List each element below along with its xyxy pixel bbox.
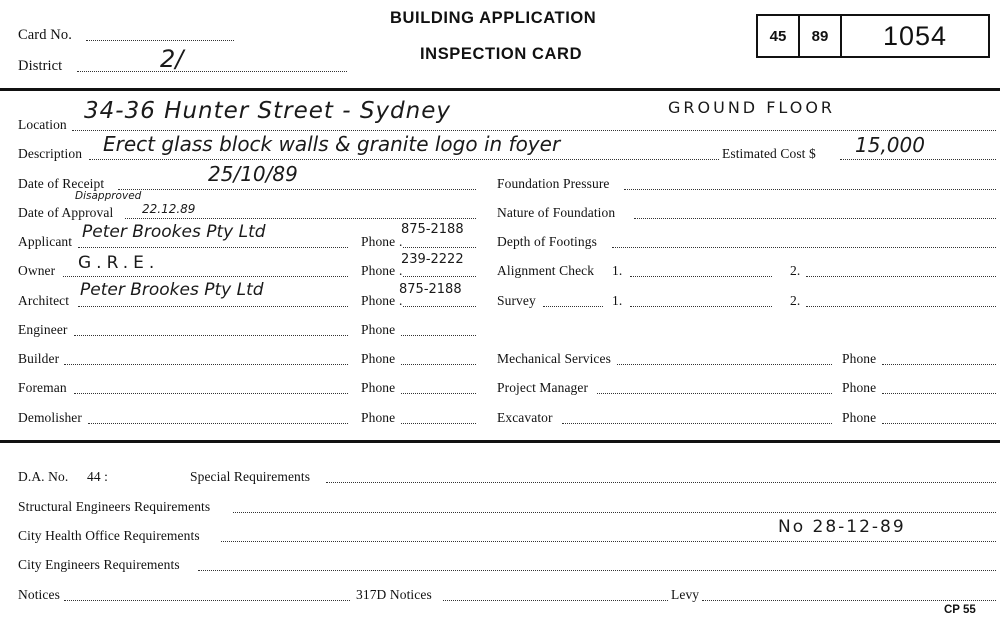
survey-one-field[interactable] bbox=[630, 306, 772, 307]
foreman-field[interactable] bbox=[74, 393, 348, 394]
engineer-field[interactable] bbox=[74, 335, 348, 336]
alignment-check-one-label: 1. bbox=[612, 263, 623, 278]
owner-field[interactable] bbox=[63, 276, 348, 277]
date-of-receipt-field[interactable] bbox=[118, 189, 476, 190]
applicant-phone-field[interactable] bbox=[403, 247, 476, 248]
structural-requirements-field[interactable] bbox=[233, 512, 996, 513]
health-requirements-label: City Health Office Requirements bbox=[18, 528, 200, 543]
builder-phone-field[interactable] bbox=[401, 364, 476, 365]
applicant-label: Applicant bbox=[18, 234, 73, 249]
owner-label: Owner bbox=[18, 263, 56, 278]
engineer-label: Engineer bbox=[18, 322, 68, 337]
owner-phone-value: 239-2222 bbox=[401, 252, 464, 267]
survey-one-label: 1. bbox=[612, 293, 623, 308]
health-requirements-value: No 28-12-89 bbox=[778, 517, 906, 537]
date-of-approval-field[interactable] bbox=[125, 218, 476, 219]
date-of-approval-label: Date of Approval bbox=[18, 205, 114, 220]
nature-of-foundation-label: Nature of Foundation bbox=[497, 205, 616, 220]
depth-of-footings-label: Depth of Footings bbox=[497, 234, 597, 249]
foreman-phone-field[interactable] bbox=[401, 393, 476, 394]
demolisher-phone-label: Phone bbox=[361, 410, 396, 425]
location-value: 34-36 Hunter Street - Sydney bbox=[84, 98, 451, 124]
health-requirements-field[interactable] bbox=[221, 541, 996, 542]
levy-label: Levy bbox=[671, 587, 700, 602]
date-of-receipt-label: Date of Receipt bbox=[18, 176, 105, 191]
architect-phone-label: Phone bbox=[361, 293, 396, 308]
estimated-cost-field[interactable] bbox=[840, 159, 996, 160]
nature-of-foundation-field[interactable] bbox=[634, 218, 996, 219]
section-divider bbox=[0, 440, 1000, 443]
form-code: CP 55 bbox=[944, 604, 976, 616]
demolisher-label: Demolisher bbox=[18, 410, 82, 425]
applicant-phone-value: 875-2188 bbox=[401, 222, 464, 237]
estimated-cost-label: Estimated Cost $ bbox=[722, 146, 816, 161]
district-label: District bbox=[18, 58, 63, 74]
mechanical-services-phone-label: Phone bbox=[842, 351, 877, 366]
survey-leader bbox=[543, 306, 603, 307]
architect-phone-value: 875-2188 bbox=[399, 282, 462, 297]
application-number-box bbox=[756, 14, 990, 58]
location-note: GROUND FLOOR bbox=[668, 98, 836, 117]
survey-label: Survey bbox=[497, 293, 536, 308]
survey-two-field[interactable] bbox=[806, 306, 996, 307]
excavator-field[interactable] bbox=[562, 423, 832, 424]
foundation-pressure-label: Foundation Pressure bbox=[497, 176, 610, 191]
architect-phone-field[interactable] bbox=[403, 306, 476, 307]
architect-value: Peter Brookes Pty Ltd bbox=[80, 280, 264, 300]
excavator-phone-field[interactable] bbox=[882, 423, 996, 424]
foreman-phone-label: Phone bbox=[361, 380, 396, 395]
foreman-label: Foreman bbox=[18, 380, 67, 395]
applicant-value: Peter Brookes Pty Ltd bbox=[82, 222, 266, 242]
owner-phone-field[interactable] bbox=[403, 276, 476, 277]
levy-field[interactable] bbox=[702, 600, 996, 601]
description-value: Erect glass block walls & granite logo in foyer bbox=[103, 132, 561, 156]
number-box-year-a: 45 bbox=[769, 27, 787, 45]
project-manager-phone-field[interactable] bbox=[882, 393, 996, 394]
demolisher-phone-field[interactable] bbox=[401, 423, 476, 424]
da-no-label: D.A. No. bbox=[18, 469, 69, 484]
architect-label: Architect bbox=[18, 293, 70, 308]
header-divider bbox=[0, 88, 1000, 91]
engineer-phone-field[interactable] bbox=[401, 335, 476, 336]
depth-of-footings-field[interactable] bbox=[612, 247, 996, 248]
mechanical-services-field[interactable] bbox=[617, 364, 832, 365]
notices-317d-label: 317D Notices bbox=[356, 587, 432, 602]
project-manager-field[interactable] bbox=[597, 393, 832, 394]
card-no-label: Card No. bbox=[18, 27, 72, 43]
title-line-1: BUILDING APPLICATION bbox=[390, 9, 597, 27]
survey-two-label: 2. bbox=[790, 293, 801, 308]
builder-label: Builder bbox=[18, 351, 60, 366]
builder-field[interactable] bbox=[64, 364, 348, 365]
applicant-phone-label: Phone bbox=[361, 234, 396, 249]
notices-label: Notices bbox=[18, 587, 60, 602]
structural-requirements-label: Structural Engineers Requirements bbox=[18, 499, 211, 514]
excavator-label: Excavator bbox=[497, 410, 553, 425]
date-of-approval-value: 22.12.89 bbox=[142, 202, 196, 216]
special-requirements-field[interactable] bbox=[326, 482, 996, 483]
alignment-check-one-field[interactable] bbox=[630, 276, 772, 277]
city-engineers-field[interactable] bbox=[198, 570, 996, 571]
alignment-check-label: Alignment Check bbox=[497, 263, 595, 278]
alignment-check-two-field[interactable] bbox=[806, 276, 996, 277]
notices-field[interactable] bbox=[64, 600, 350, 601]
special-requirements-label: Special Requirements bbox=[190, 469, 311, 484]
engineer-phone-label: Phone bbox=[361, 322, 396, 337]
number-box-main: 1054 bbox=[882, 20, 948, 51]
builder-phone-label: Phone bbox=[361, 351, 396, 366]
number-box-year-b: 89 bbox=[811, 27, 829, 45]
notices-317d-field[interactable] bbox=[443, 600, 668, 601]
architect-field[interactable] bbox=[78, 306, 348, 307]
card-no-field[interactable] bbox=[86, 40, 234, 41]
estimated-cost-value: 15,000 bbox=[855, 133, 925, 157]
date-of-receipt-value: 25/10/89 bbox=[208, 162, 298, 186]
foundation-pressure-field[interactable] bbox=[624, 189, 996, 190]
da-no-value: 44 : bbox=[87, 469, 109, 484]
owner-value: G.R.E. bbox=[78, 253, 160, 273]
approval-note: Disapproved bbox=[75, 190, 142, 202]
location-label: Location bbox=[18, 117, 67, 132]
district-field[interactable] bbox=[77, 71, 347, 72]
description-label: Description bbox=[18, 146, 83, 161]
excavator-phone-label: Phone bbox=[842, 410, 877, 425]
applicant-field[interactable] bbox=[78, 247, 348, 248]
project-manager-phone-label: Phone bbox=[842, 380, 877, 395]
title-line-2: INSPECTION CARD bbox=[420, 45, 583, 63]
project-manager-label: Project Manager bbox=[497, 380, 589, 395]
city-engineers-label: City Engineers Requirements bbox=[18, 557, 180, 572]
district-value: 2/ bbox=[160, 45, 184, 73]
mechanical-services-label: Mechanical Services bbox=[497, 351, 611, 366]
mechanical-services-phone-field[interactable] bbox=[882, 364, 996, 365]
alignment-check-two-label: 2. bbox=[790, 263, 801, 278]
location-field[interactable] bbox=[72, 130, 996, 131]
owner-phone-label: Phone bbox=[361, 263, 396, 278]
demolisher-field[interactable] bbox=[88, 423, 348, 424]
description-field[interactable] bbox=[89, 159, 719, 160]
